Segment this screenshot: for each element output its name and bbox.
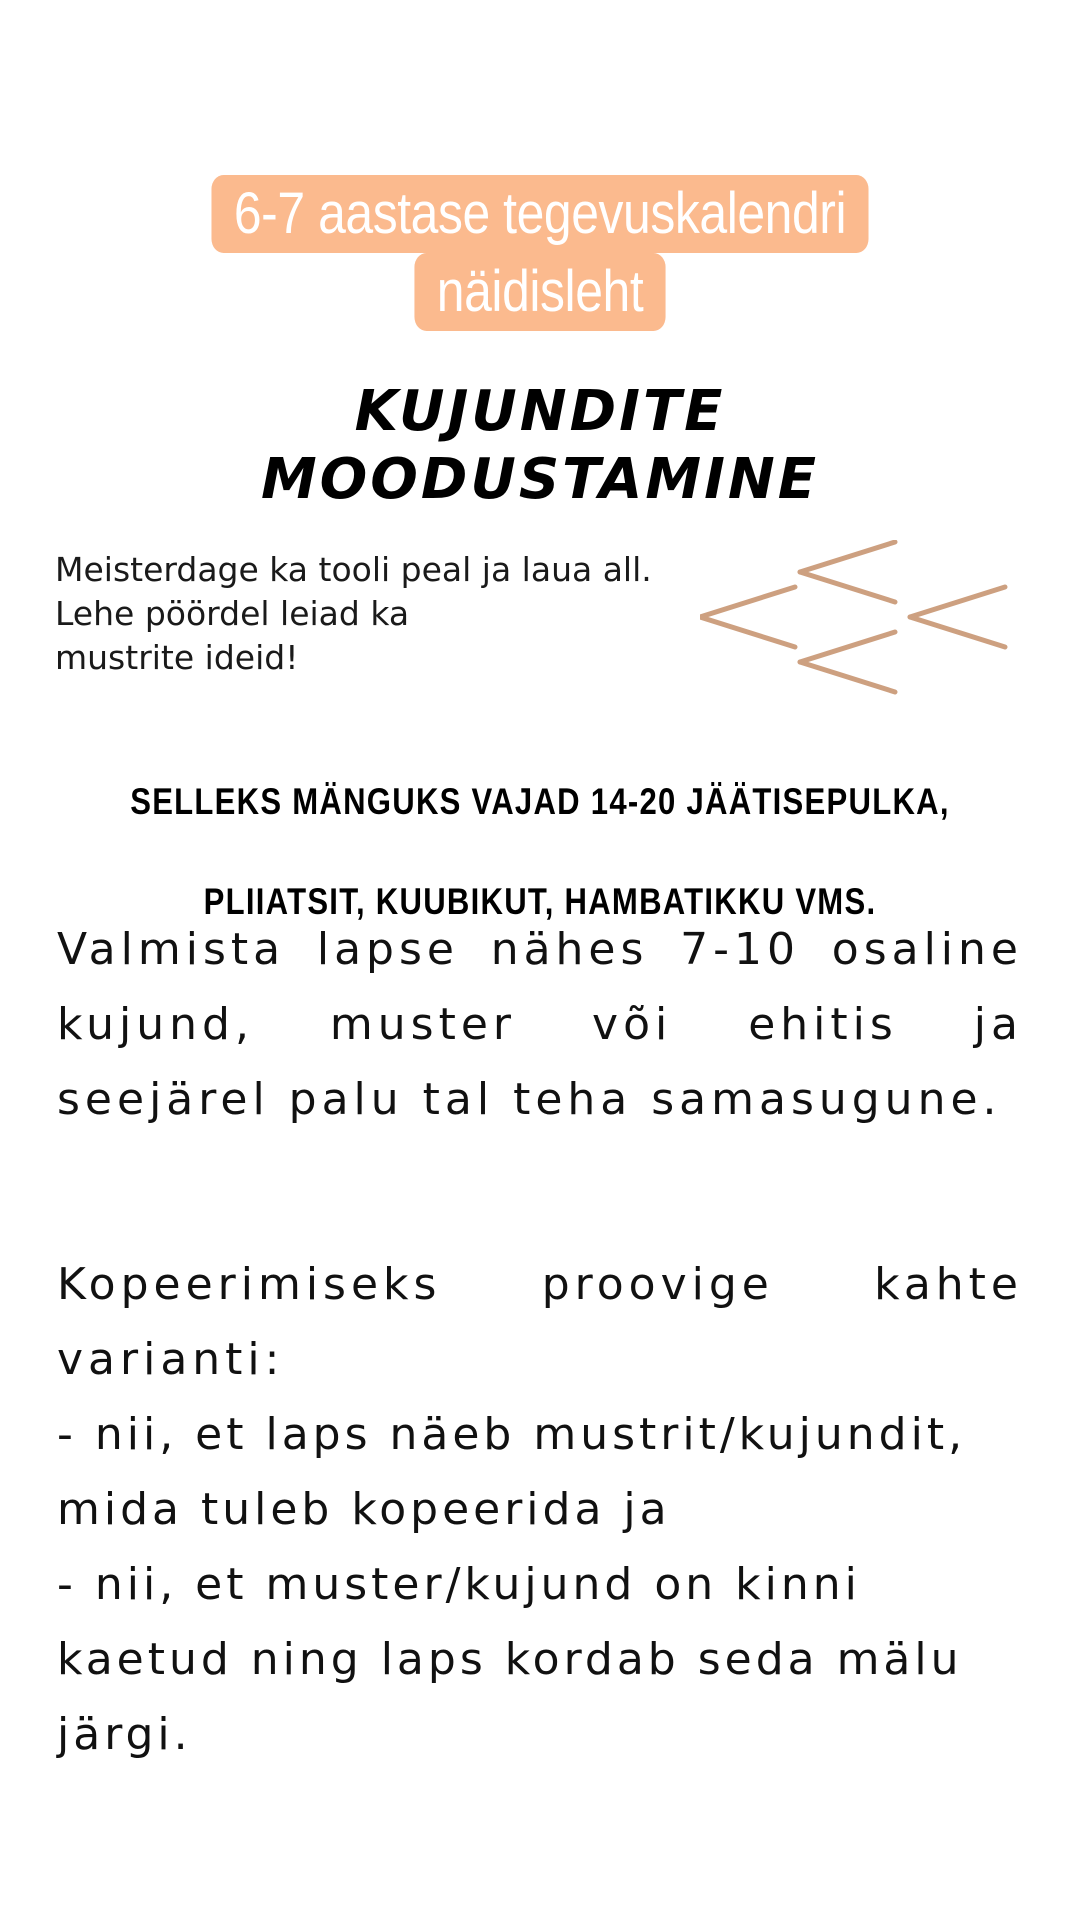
popsicle-sticks-pattern-icon [700,540,1030,720]
stick-7 [800,632,895,662]
stick-3 [700,587,795,617]
stick-4 [700,617,795,647]
variant-option-2: - nii, et muster/kujund on kinni kaetud ning laps kordab seda mälu järgi. [57,1559,963,1760]
stick-6 [910,617,1005,647]
variant-list [57,1397,1023,1772]
variant-option-1: - nii, et laps näeb mustrit/kujundit, mida tuleb kopeerida ja [57,1409,967,1535]
title-line-2: MOODUSTAMINE [260,447,820,512]
badge-line-1: 6-7 aastase tegevuskalendri [211,175,868,253]
stick-1 [800,542,895,572]
instruction-paragraph-1: Valmista lapse nähes 7-10 osaline kujund, muster või ehitis ja seejärel palu tal teha samasugune. [57,924,1023,1125]
intro-line-1: Meisterdage ka tooli peal ja laua all. [55,550,652,589]
instruction-paragraph-2: Kopeerimiseks proovige kahte varianti: [57,1259,1023,1385]
materials-line-2: PLIIATSIT, KUUBIKUT, HAMBATIKKU VMS. [203,881,877,922]
stick-8 [800,662,895,692]
title-line-1: KUJUNDITE [354,379,726,444]
intro-line-2: Lehe pöördel leiad ka [55,594,410,633]
intro-text [55,548,775,680]
page-title [0,378,1080,514]
materials-line-1: SELLEKS MÄNGUKS VAJAD 14-20 JÄÄTISEPULKA, [130,781,950,822]
intro-line-3: mustrite ideid! [55,638,299,677]
badge-line-2: näidisleht [414,253,665,331]
stick-5 [910,587,1005,617]
page-badge [0,175,1080,331]
stick-2 [800,572,895,602]
